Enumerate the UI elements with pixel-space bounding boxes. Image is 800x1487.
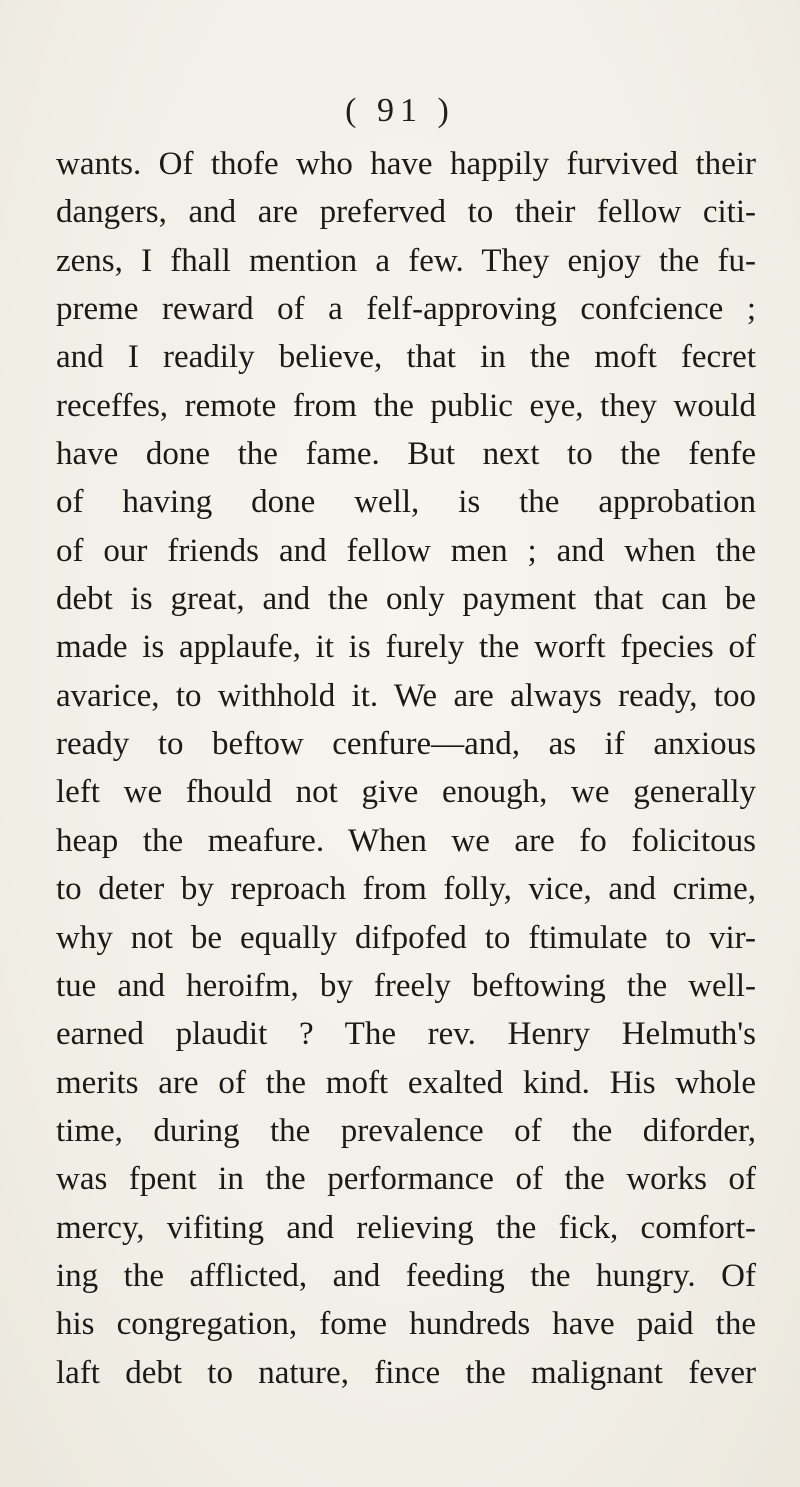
text-line: dangers, and are preferved to their fellow citi- (56, 194, 756, 231)
text-line: receffes, remote from the public eye, they would (56, 387, 756, 424)
text-line: zens, I fhall mention a few. They enjoy the fu- (56, 242, 756, 279)
text-line: preme reward of a felf-approving confcience ; (56, 291, 756, 328)
text-line: why not be equally difpofed to ftimulate to vir- (56, 919, 756, 956)
text-line: wants. Of thofe who have happily furvived their (56, 146, 756, 182)
text-line: tue and heroifm, by freely beftowing the well- (56, 967, 756, 1004)
text-line: of our friends and fellow men ; and when the (56, 532, 756, 569)
text-line: heap the meafure. When we are fo folicitous (56, 822, 756, 859)
text-line: debt is great, and the only payment that can be (56, 581, 756, 618)
text-line: and I readily believe, that in the moft fecret (56, 339, 756, 376)
body-text (56, 140, 756, 1397)
text-line: avarice, to withhold it. We are always ready, too (56, 677, 756, 714)
text-line: earned plaudit ? The rev. Henry Helmuth's (56, 1016, 756, 1053)
text-line: merits are of the moft exalted kind. His whole (56, 1064, 756, 1101)
text-line: ing the afflicted, and feeding the hungry. Of (56, 1257, 756, 1294)
text-line: time, during the prevalence of the diforder, (56, 1112, 756, 1149)
text-line: was fpent in the performance of the works of (56, 1161, 756, 1198)
text-line: to deter by reproach from folly, vice, and crime, (56, 871, 756, 908)
text-line: laft debt to nature, fince the malignant fever (56, 1354, 756, 1391)
text-line: of having done well, is the approbation (56, 484, 756, 521)
page-number: ( 91 ) (345, 92, 455, 129)
text-line: ready to beftow cenfure—and, as if anxious (56, 726, 756, 763)
text-line: mercy, vifiting and relieving the fick, comfort- (56, 1209, 756, 1246)
text-line: have done the fame. But next to the fenfe (56, 436, 756, 473)
text-line: left we fhould not give enough, we generally (56, 774, 756, 811)
text-line: his congregation, fome hundreds have paid the (56, 1306, 756, 1343)
text-line: made is applaufe, it is furely the worft fpecies of (56, 629, 756, 666)
